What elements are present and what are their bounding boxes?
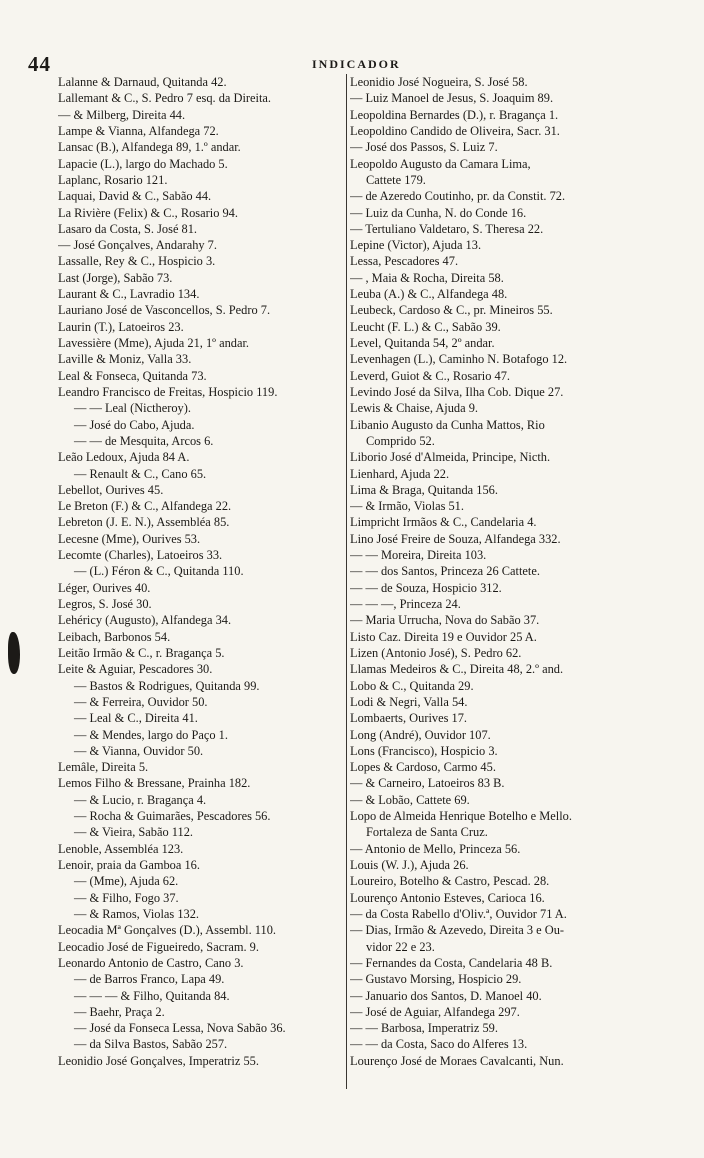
directory-entry: Lepine (Victor), Ajuda 13. — [350, 238, 482, 253]
directory-entry: Lenoble, Assembléa 123. — [58, 841, 184, 856]
directory-entry: — Gustavo Morsing, Hospicio 29. — [350, 972, 522, 987]
directory-entry: Leite & Aguiar, Pescadores 30. — [58, 662, 213, 677]
directory-entry: — — da Costa, Saco do Alferes 13. — [350, 1037, 528, 1052]
directory-entry: — Fernandes da Costa, Candelaria 48 B. — [350, 955, 553, 970]
directory-entry: Leitão Irmão & C., r. Bragança 5. — [58, 645, 225, 660]
directory-entry: Lodi & Negri, Valla 54. — [350, 694, 468, 709]
directory-entry: Limpricht Irmãos & C., Candelaria 4. — [350, 515, 537, 530]
directory-entry: — José Gonçalves, Andarahy 7. — [58, 238, 217, 253]
page-header: INDICADOR — [312, 57, 401, 71]
directory-entry: Leocadia Mª Gonçalves (D.), Assembl. 110. — [58, 923, 277, 938]
directory-entry: Lopes & Cardoso, Carmo 45. — [350, 760, 496, 775]
directory-entry: Lecesne (Mme), Ourives 53. — [58, 531, 201, 546]
directory-entry: — — Moreira, Direita 103. — [350, 548, 487, 563]
directory-entry: — da Costa Rabello d'Oliv.ª, Ouvidor 71 A. — [350, 906, 567, 921]
directory-entry: — & Ferreira, Ouvidor 50. — [74, 694, 208, 709]
directory-entry: Lemâle, Direita 5. — [58, 760, 149, 775]
directory-entry: Lessa, Pescadores 47. — [350, 254, 459, 269]
directory-entry: Lienhard, Ajuda 22. — [350, 466, 450, 481]
directory-entry: — José dos Passos, S. Luiz 7. — [350, 140, 498, 155]
directory-entry: Lenoir, praia da Gamboa 16. — [58, 858, 200, 872]
directory-entry: Leverd, Guiot & C., Rosario 47. — [350, 368, 511, 383]
directory-entry: Leonardo Antonio de Castro, Cano 3. — [58, 955, 244, 970]
directory-entry: Lourenço Antonio Esteves, Carioca 16. — [350, 890, 545, 905]
directory-entry: Lecomte (Charles), Latoeiros 33. — [58, 548, 223, 563]
directory-entry: Long (André), Ouvidor 107. — [350, 727, 491, 742]
directory-entry: Loureiro, Botelho & Castro, Pescad. 28. — [350, 874, 550, 889]
directory-entry: — — —, Princeza 24. — [350, 597, 461, 611]
directory-entry: Libanio Augusto da Cunha Mattos, Rio — [350, 417, 545, 432]
directory-entry: Laurant & C., Lavradio 134. — [58, 287, 200, 302]
directory-entry: Laquai, David & C., Sabão 44. — [58, 189, 212, 204]
left-column — [58, 74, 344, 1069]
directory-entry: Leão Ledoux, Ajuda 84 A. — [58, 450, 190, 465]
directory-entry: Leuba (A.) & C., Alfandega 48. — [350, 287, 508, 302]
directory-entry: Le Breton (F.) & C., Alfandega 22. — [58, 499, 232, 514]
directory-entry: La Rivière (Felix) & C., Rosario 94. — [58, 205, 238, 220]
directory-entry: Liborio José d'Almeida, Principe, Nicth. — [350, 450, 551, 465]
directory-entry: — & Carneiro, Latoeiros 83 B. — [350, 776, 505, 791]
directory-entry: — Leal & C., Direita 41. — [74, 711, 198, 726]
directory-entry: Laurin (T.), Latoeiros 23. — [58, 319, 184, 334]
directory-entry: Lima & Braga, Quitanda 156. — [350, 482, 498, 497]
directory-entry: Louis (W. J.), Ajuda 26. — [350, 858, 469, 872]
directory-entry: Lampe & Vianna, Alfandega 72. — [58, 123, 219, 138]
directory-entry: Levindo José da Silva, Ilha Cob. Dique 27. — [350, 384, 564, 399]
directory-entry: — Baehr, Praça 2. — [74, 1004, 165, 1019]
directory-entry: Lallemant & C., S. Pedro 7 esq. da Direita. — [58, 91, 272, 106]
directory-entry: Comprido 52. — [366, 433, 435, 448]
directory-entry: — (L.) Féron & C., Quitanda 110. — [74, 564, 244, 579]
directory-entry: Lasaro da Costa, S. José 81. — [58, 221, 198, 236]
directory-entry: — & Lucio, r. Bragança 4. — [74, 792, 207, 807]
directory-entry: — Bastos & Rodrigues, Quitanda 99. — [74, 678, 260, 693]
directory-entry: Leocadio José de Figueiredo, Sacram. 9. — [58, 939, 259, 954]
directory-entry: — — dos Santos, Princeza 26 Cattete. — [350, 564, 540, 579]
directory-entry: Leopoldino Candido de Oliveira, Sacr. 31. — [350, 123, 560, 138]
directory-entry: Llamas Medeiros & C., Direita 48, 2.º and. — [350, 662, 564, 677]
directory-entry: — Luiz da Cunha, N. do Conde 16. — [350, 205, 527, 220]
directory-entry: — & Lobão, Cattete 69. — [350, 792, 470, 807]
directory-entry: — & Irmão, Violas 51. — [350, 499, 464, 514]
directory-entry: — & Mendes, largo do Paço 1. — [74, 727, 228, 742]
directory-entry: — & Filho, Fogo 37. — [74, 890, 179, 905]
directory-entry: Cattete 179. — [366, 172, 426, 187]
directory-entry: Lizen (Antonio José), S. Pedro 62. — [350, 645, 522, 660]
directory-entry: Leucht (F. L.) & C., Sabão 39. — [350, 319, 501, 334]
directory-entry: — Luiz Manoel de Jesus, S. Joaquim 89. — [350, 91, 554, 106]
page-number: 44 — [28, 52, 51, 76]
directory-entry: — & Ramos, Violas 132. — [74, 906, 200, 921]
directory-entry: Lavessière (Mme), Ajuda 21, 1º andar. — [58, 336, 250, 350]
directory-entry: Leal & Fonseca, Quitanda 73. — [58, 368, 207, 383]
directory-entry: Lansac (B.), Alfandega 89, 1.º andar. — [58, 140, 241, 155]
directory-entry: Leopoldina Bernardes (D.), r. Bragança 1. — [350, 107, 559, 122]
directory-entry: — José de Aguiar, Alfandega 297. — [350, 1004, 520, 1019]
directory-entry: — da Silva Bastos, Sabão 257. — [74, 1037, 228, 1052]
column-divider — [346, 74, 347, 1089]
directory-entry: — — — & Filho, Quitanda 84. — [74, 988, 230, 1003]
directory-entry: — de Azeredo Coutinho, pr. da Constit. 72. — [350, 189, 566, 204]
directory-entry: Fortaleza de Santa Cruz. — [366, 825, 488, 840]
directory-entry: — Rocha & Guimarães, Pescadores 56. — [74, 809, 271, 824]
directory-entry: Laplanc, Rosario 121. — [58, 172, 168, 187]
ink-stain — [8, 632, 20, 674]
directory-entry: Leopoldo Augusto da Camara Lima, — [350, 156, 531, 171]
directory-entry: Lons (Francisco), Hospicio 3. — [350, 743, 498, 758]
directory-entry: Lalanne & Darnaud, Quitanda 42. — [58, 75, 227, 89]
directory-entry: Laville & Moniz, Valla 33. — [58, 352, 192, 367]
directory-entry: Leubeck, Cardoso & C., pr. Mineiros 55. — [350, 303, 553, 318]
directory-entry: Lombaerts, Ourives 17. — [350, 711, 467, 726]
directory-entry: — Dias, Irmão & Azevedo, Direita 3 e Ou- — [350, 923, 565, 938]
directory-entry: — Antonio de Mello, Princeza 56. — [350, 841, 521, 856]
directory-entry: Lopo de Almeida Henrique Botelho e Mello. — [350, 809, 572, 824]
directory-entry: — de Barros Franco, Lapa 49. — [74, 972, 225, 987]
directory-entry: Level, Quitanda 54, 2º andar. — [350, 336, 495, 350]
directory-entry: — Maria Urrucha, Nova do Sabão 37. — [350, 613, 540, 628]
directory-entry: Last (Jorge), Sabão 73. — [58, 270, 173, 285]
directory-entry: Lino José Freire de Souza, Alfandega 332. — [350, 531, 561, 546]
directory-entry: Lauriano José de Vasconcellos, S. Pedro 7. — [58, 303, 271, 318]
directory-entry: — (Mme), Ajuda 62. — [74, 874, 179, 889]
directory-entry: — — Barbosa, Imperatriz 59. — [350, 1021, 498, 1036]
directory-entry: — & Vieira, Sabão 112. — [74, 825, 194, 840]
directory-entry: — — Leal (Nictheroy). — [74, 401, 191, 416]
right-column — [350, 74, 692, 1069]
directory-entry: Lehéricy (Augusto), Alfandega 34. — [58, 613, 232, 628]
directory-entry: — José da Fonseca Lessa, Nova Sabão 36. — [74, 1021, 286, 1036]
directory-entry: — — de Souza, Hospicio 312. — [350, 580, 502, 595]
directory-entry: Lebellot, Ourives 45. — [58, 482, 164, 497]
directory-entry: vidor 22 e 23. — [366, 939, 435, 954]
directory-entry: Leandro Francisco de Freitas, Hospicio 119. — [58, 384, 278, 399]
directory-entry: Lobo & C., Quitanda 29. — [350, 678, 474, 693]
directory-entry: — & Vianna, Ouvidor 50. — [74, 743, 204, 758]
directory-entry: — Tertuliano Valdetaro, S. Theresa 22. — [350, 221, 544, 236]
directory-entry: Leibach, Barbonos 54. — [58, 629, 171, 644]
directory-entry: Leonidio José Gonçalves, Imperatriz 55. — [58, 1053, 259, 1068]
directory-entry: Levenhagen (L.), Caminho N. Botafogo 12. — [350, 352, 568, 367]
directory-entry: — Januario dos Santos, D. Manoel 40. — [350, 988, 542, 1003]
directory-entry: Lourenço José de Moraes Cavalcanti, Nun. — [350, 1053, 564, 1068]
directory-entry: — & Milberg, Direita 44. — [58, 107, 186, 122]
directory-entry: Lemos Filho & Bressane, Prainha 182. — [58, 776, 251, 791]
directory-entry: Lewis & Chaise, Ajuda 9. — [350, 401, 479, 416]
directory-entry: Legros, S. José 30. — [58, 597, 152, 611]
directory-entry: — José do Cabo, Ajuda. — [74, 417, 195, 432]
directory-entry: — — de Mesquita, Arcos 6. — [74, 433, 214, 448]
directory-entry: Lebreton (J. E. N.), Assembléa 85. — [58, 515, 230, 530]
directory-entry: Lassalle, Rey & C., Hospicio 3. — [58, 254, 216, 269]
directory-entry: — Renault & C., Cano 65. — [74, 466, 207, 481]
directory-entry: Léger, Ourives 40. — [58, 580, 151, 595]
directory-entry: Listo Caz. Direita 19 e Ouvidor 25 A. — [350, 629, 537, 644]
directory-entry: Leonidio José Nogueira, S. José 58. — [350, 75, 528, 89]
directory-entry: Lapacie (L.), largo do Machado 5. — [58, 156, 228, 171]
directory-entry: — , Maia & Rocha, Direita 58. — [350, 270, 504, 285]
